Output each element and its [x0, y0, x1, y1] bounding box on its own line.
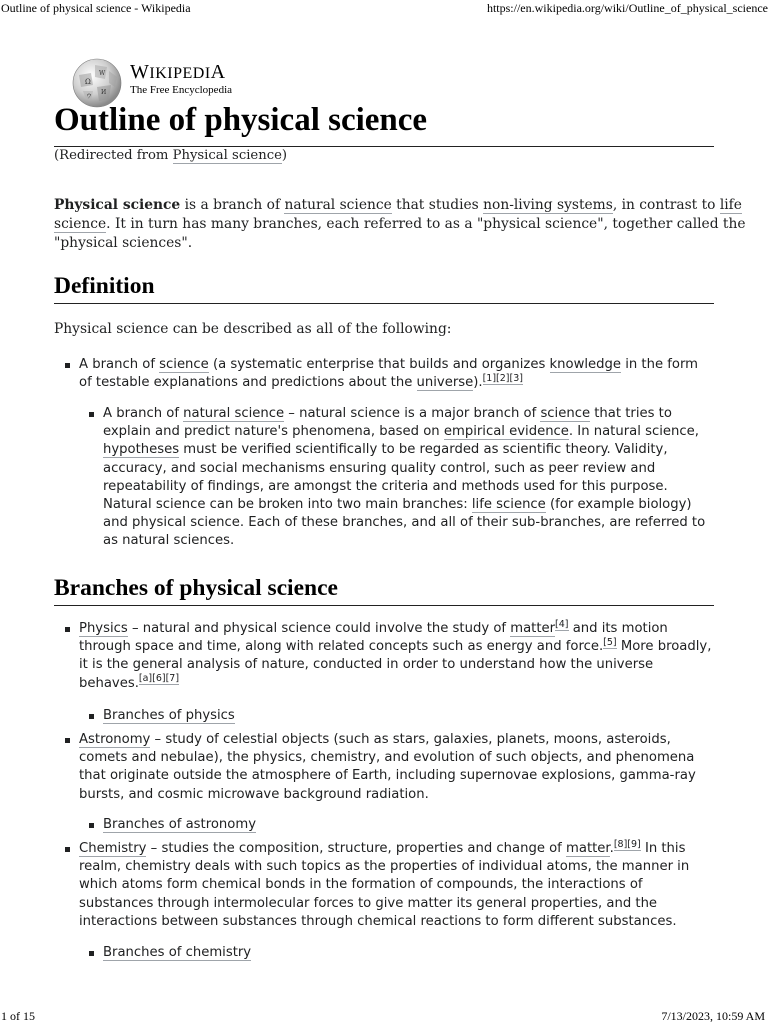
list-item: [103, 816, 256, 834]
print-header-url: https://en.wikipedia.org/wiki/Outline_of_physical_science: [486, 1, 768, 15]
link-life-science[interactable]: life: [719, 197, 742, 213]
link-science[interactable]: science: [540, 406, 591, 421]
link-hypotheses[interactable]: hypotheses: [103, 442, 180, 458]
link-non-living-systems[interactable]: non-living systems: [483, 197, 613, 213]
link-knowledge[interactable]: knowledge: [549, 357, 622, 372]
section-heading-definition: Definition: [54, 273, 155, 299]
svg-text:Ω: Ω: [85, 78, 91, 86]
list-item-chemistry: Chemistry – studies the composition, structure, properties and change of matter.[8][9] In this realm, chemistry deals with such topics as the properties of individual atoms, the manner in which atoms form chemical bonds in the formation of compounds, the interactions of substances through intermolecular forces to give matter its general properties, and the interactions between substances through chemical reactions to form different substances.: [79, 838, 690, 929]
svg-text:ウ: ウ: [86, 93, 93, 100]
print-footer-datetime: 7/13/2023, 10:59 AM: [661, 1009, 765, 1023]
link-branches-of-chemistry[interactable]: Branches of chemistry: [103, 945, 252, 960]
link-natural-science[interactable]: natural science: [284, 197, 392, 213]
list-item: A branch of science (a systematic enterprise that builds and organizes knowledge in the form of testable explanations and predictions about the universe).[1][2][3]: [79, 357, 699, 391]
svg-text:И: И: [101, 89, 107, 96]
citation[interactable]: [5]: [603, 636, 617, 648]
list-item-physics: Physics – natural and physical science could involve the study of matter[4] and its motion through space and time, along with related concepts such as energy and force.[5] More broadly, it is the general analysis of nature, conducted in order to understand how the universe behaves.[a][6][7]: [79, 618, 712, 691]
wikipedia-wordmark: WIKIPEDIA: [130, 61, 226, 83]
link-matter[interactable]: matter: [510, 621, 556, 636]
list-item-astronomy: Astronomy – study of celestial objects (such as stars, galaxies, planets, moons, asteroids, comets and nebulae), the physics, chemistry, and evolution of such objects, and phenomena that originate outside the atmosphere of Earth, including supernovae explosions, gamma-ray bursts, and cosmic microwave background radiation.: [79, 732, 696, 802]
citation[interactable]: [4]: [555, 618, 569, 630]
list-item: [103, 707, 235, 725]
svg-text:W: W: [99, 70, 106, 77]
link-empirical-evidence[interactable]: empirical evidence: [443, 424, 569, 440]
redirect-link[interactable]: Physical science: [172, 148, 282, 163]
link-branches-of-astronomy[interactable]: Branches of astronomy: [103, 817, 256, 832]
title-divider: [54, 146, 714, 147]
bullet: [89, 412, 94, 417]
link-life-science-cont[interactable]: science: [54, 216, 107, 232]
intro-paragraph: Physical science is a branch of natural science that studies non-living systems, in contrast to life science. It in turn has many branches, each referred to as a "physical science", together called the "physical sciences".: [54, 197, 746, 251]
bullet: [65, 847, 70, 852]
wikipedia-tagline: The Free Encyclopedia: [130, 84, 233, 96]
print-footer-page: 1 of 15: [1, 1009, 35, 1023]
bullet: [65, 738, 70, 743]
link-life-science[interactable]: life science: [471, 496, 546, 512]
definition-lead: Physical science can be described as all of the following:: [54, 321, 452, 337]
print-header-title: Outline of physical science - Wikipedia: [1, 1, 191, 15]
list-item: A branch of natural science – natural science is a major branch of science that tries to explain and predict nature's phenomena, based on empirical evidence. In natural science, hypotheses must be verified scientifically to be regarded as scientific theory. Validity, accuracy, and social mechanisms ensuring quality control, such as peer review and repeatability of findings, are amongst the criteria and methods used for this purpose. Natural science can be broken into two main branches: life science (for example biology) and physical science. Each of these branches, and all of their sub-branches, are referred to as natural sciences.: [103, 406, 706, 549]
link-matter[interactable]: matter: [566, 841, 610, 856]
bullet: [65, 363, 70, 368]
definition-divider: [54, 303, 714, 304]
list-item: [103, 944, 251, 962]
link-physics[interactable]: Physics: [79, 621, 128, 636]
link-astronomy[interactable]: Astronomy: [79, 732, 151, 747]
link-branches-of-physics[interactable]: Branches of physics: [103, 708, 235, 723]
page-title: Outline of physical science: [54, 102, 428, 138]
bullet: [65, 627, 70, 632]
link-science[interactable]: science: [159, 357, 209, 372]
branches-divider: [54, 605, 714, 606]
link-chemistry[interactable]: Chemistry: [79, 841, 147, 856]
section-heading-branches: Branches of physical science: [54, 575, 338, 601]
citation[interactable]: [1][2][3]: [482, 372, 523, 384]
bullet: [89, 951, 94, 956]
bullet: [89, 823, 94, 828]
link-universe[interactable]: universe: [416, 375, 474, 391]
link-natural-science[interactable]: natural science: [183, 406, 285, 421]
bullet: [89, 714, 94, 719]
citation[interactable]: [a][6][7]: [138, 673, 180, 685]
redirect-notice: (Redirected from Physical science): [54, 148, 288, 163]
citation[interactable]: [8][9]: [613, 838, 641, 850]
